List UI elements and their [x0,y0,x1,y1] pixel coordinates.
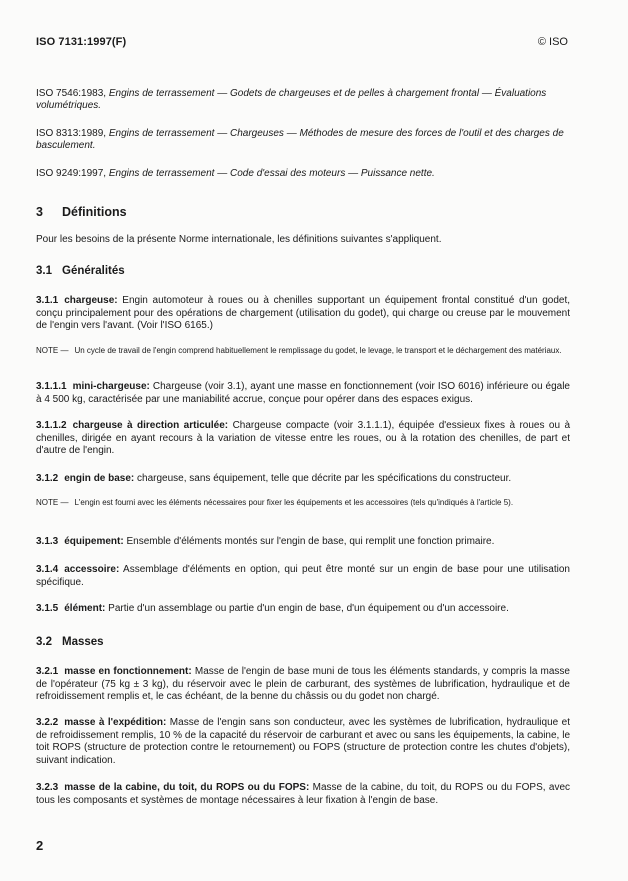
definition-3-1-3: 3.1.3 équipement: Ensemble d'éléments montés sur l'engin de base, qui remplit une fonction primaire. [36,536,495,547]
reference-iso-8313 [36,128,570,152]
page-number: 2 [36,838,44,853]
definition-text: Assemblage d'éléments en option, qui peut être monté sur un engin de base pour une utilisation spécifique. [36,564,570,588]
reference-iso-7546 [36,88,570,112]
note-label: NOTE — [36,498,69,507]
section-number: 3.2 [36,636,52,648]
definition-term: élément: [64,603,106,614]
definition-3-1-1-1: 3.1.1.1 mini-chargeuse: Chargeuse (voir 3.1), ayant une masse en fonctionnement (voir ISO 6016) inférieure ou égale à 4 500 kg, caractérisée par une maniabilité accrue, conçue pour opérer dans des espaces exigus. [36,381,570,405]
definition-text: Chargeuse compacte (voir 3.1.1.1), équipée d'essieux fixes à roues ou à chenilles, dirigée en ayant recours à la variation de vitesse entre les roues, ou à la rotation des chenilles, de part et d'autre de l'engin. [36,420,570,456]
reference-code: ISO 7546:1983, [36,88,107,99]
reference-code: ISO 9249:1997, [36,168,107,179]
note-label: NOTE — [36,346,69,355]
definition-term: équipement: [64,536,124,547]
definition-term: accessoire: [64,564,120,575]
standard-number: ISO 7131:1997(F) [36,36,127,48]
definition-text: Partie d'un assemblage ou partie d'un engin de base, d'un équipement ou d'un accessoire. [108,603,509,614]
definition-3-1-5: 3.1.5 élément: Partie d'un assemblage ou partie d'un engin de base, d'un équipement ou d'un accessoire. [36,603,509,614]
definition-3-2-1: 3.2.1 masse en fonctionnement: Masse de l'engin de base muni de tous les éléments standards, y compris la masse de l'opérateur (75 kg ± 3 kg), du réservoir avec le plein de carburant, des systèmes de lubrification, hydraulique et de refroidissement remplis et, le cas échéant, de la benne du châssis ou du godet non chargé. [36,666,570,702]
reference-title: Engins de terrassement — Code d'essai des moteurs — Puissance nette. [108,168,435,179]
reference-iso-9249 [36,168,570,180]
section-number: 3.1 [36,265,52,277]
definition-text: chargeuse, sans équipement, telle que décrite par les spécifications du constructeur. [137,473,512,484]
definition-term: chargeuse à direction articulée: [72,420,229,431]
section-3-intro: Pour les besoins de la présente Norme internationale, les définitions suivantes s'appliquent. [36,234,442,245]
definition-3-2-3: 3.2.3 masse de la cabine, du toit, du ROPS ou du FOPS: Masse de la cabine, du toit, du ROPS ou du FOPS, avec tous les composants et systèmes de montage nécessaires à leur fixation à l'engin de base. [36,782,571,806]
note-text: L'engin est fourni avec les éléments nécessaires pour fixer les équipements et les accessoires (tels qu'indiqués à l'article 5). [74,498,514,507]
reference-code: ISO 8313:1989, [36,128,107,139]
definition-3-1-1-2: 3.1.1.2 chargeuse à direction articulée: Chargeuse compacte (voir 3.1.1.1), équipée d'essieux fixes à roues ou à chenilles, dirigée en ayant recours à la variation de vitesse entre les roues, ou à la rotation des chenilles, de part et d'autre de l'engin. [36,420,570,456]
note-text: Un cycle de travail de l'engin comprend habituellement le remplissage du godet, le levage, le transport et le déchargement des matériaux. [74,346,562,355]
definition-term: chargeuse: [64,295,118,306]
definition-3-1-4: 3.1.4 accessoire: Assemblage d'éléments en option, qui peut être monté sur un engin de base pour une utilisation spécifique. [36,564,570,588]
definition-term: engin de base: [64,473,135,484]
note-1 [36,345,570,356]
copyright-mark: © ISO [537,36,568,48]
section-3-heading [36,205,127,219]
definition-3-1-2: 3.1.2 engin de base: chargeuse, sans équipement, telle que décrite par les spécifications du constructeur. [36,473,512,484]
definition-term: masse de la cabine, du toit, du ROPS ou du FOPS: [64,782,310,793]
definition-term: masse en fonctionnement: [64,666,192,677]
definition-term: mini-chargeuse: [72,381,150,392]
section-title: Définitions [62,205,127,219]
definition-text: Masse de la cabine, du toit, du ROPS ou du FOPS, avec tous les composants et systèmes de montage nécessaires à leur fixation à l'engin de base. [36,782,571,806]
definition-text: Masse de l'engin de base muni de tous les éléments standards, y compris la masse de l'opérateur (75 kg ± 3 kg), du réservoir avec le plein de carburant, des systèmes de lubrification, hydraulique et de refroidissement remplis et, le cas échéant, de la benne du châssis ou du godet non chargé. [36,666,570,702]
section-number: 3 [36,205,43,219]
definition-text: Masse de l'engin sans son conducteur, avec les systèmes de lubrification, hydraulique et de refroidissement remplis, 10 % de la capacité du réservoir de carburant et avec ou sans les équipements, la cabine, le toit ROPS (structure de protection contre le retournement) ou FOPS (structure de protection contre les chutes d'objets), suivant indication. [36,717,570,766]
definition-3-1-1: 3.1.1 chargeuse: Engin automoteur à roues ou à chenilles supportant un équipement frontal constitué d'un godet, conçu principalement pour des opérations de chargement (utilisation du godet), qui charge ou creuse par le mouvement de l'engin vers l'avant. (Voir l'ISO 6165.) [36,295,571,331]
definition-text: Ensemble d'éléments montés sur l'engin de base, qui remplit une fonction primaire. [126,536,495,547]
section-title: Généralités [62,265,125,277]
definition-3-2-2: 3.2.2 masse à l'expédition: Masse de l'engin sans son conducteur, avec les systèmes de lubrification, hydraulique et de refroidissement remplis, 10 % de la capacité du réservoir de carburant et avec ou sans les équipements, la cabine, le toit ROPS (structure de protection contre le retournement) ou FOPS (structure de protection contre les chutes d'objets), suivant indication. [36,717,570,766]
note-2 [36,497,570,508]
section-3-2-heading [36,636,104,648]
definition-text: Engin automoteur à roues ou à chenilles supportant un équipement frontal constitué d'un godet, conçu principalement pour des opérations de chargement (utilisation du godet), qui charge ou creuse par le mouvement de l'engin vers l'avant. (Voir l'ISO 6165.) [36,295,571,331]
definition-text: Chargeuse (voir 3.1), ayant une masse en fonctionnement (voir ISO 6016) inférieure ou égale à 4 500 kg, caractérisée par une maniabilité accrue, conçue pour opérer dans des espaces exigus. [36,381,570,405]
reference-title: Engins de terrassement — Godets de chargeuses et de pelles à chargement frontal — Évaluations volumétriques. [36,88,547,111]
section-3-1-heading [36,265,125,277]
reference-title: Engins de terrassement — Chargeuses — Méthodes de mesure des forces de l'outil et des charges de basculement. [36,128,564,151]
definition-term: masse à l'expédition: [64,717,167,728]
section-title: Masses [62,636,104,648]
